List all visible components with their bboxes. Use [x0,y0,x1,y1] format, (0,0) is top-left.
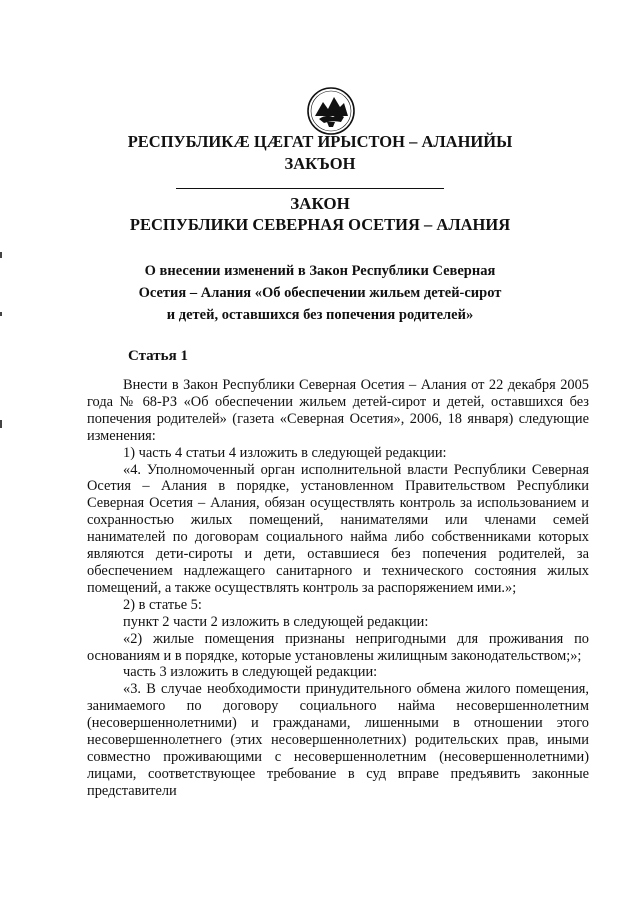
subject-line: и детей, оставшихся без попечения родителей» [166,307,474,323]
scan-margin-mark [0,312,2,316]
scan-margin-mark [0,420,2,428]
scan-margin-mark [0,252,2,258]
ossetian-law-label: ЗАКЪОН [284,154,356,173]
title-divider [176,188,444,189]
paragraph: пункт 2 части 2 изложить в следующей редакции: [123,613,429,630]
paragraph: Внести в Закон Республики Северная Осетия – Алания от 22 декабря 2005 года № 68-РЗ «Об обеспечении жильем детей-сирот и детей, оставшихся без попечения родителей» (газета «Северная Осетия», 2006, 18 января) следующие изменения: [87,377,589,444]
paragraph: 2) в статье 5: [123,596,202,613]
paragraph: 1) часть 4 статьи 4 изложить в следующей редакции: [123,444,447,461]
subject-line: Осетия – Алания «Об обеспечении жильем детей-сирот [138,285,502,301]
republic-title: РЕСПУБЛИКИ СЕВЕРНАЯ ОСЕТИЯ – АЛАНИЯ [129,215,511,234]
article-heading: Статья 1 [128,348,188,364]
law-subject [130,260,510,326]
paragraph: «4. Уполномоченный орган исполнительной власти Республики Северная Осетия – Алания в порядке, установленном Правительством Республики Северная Осетия – Алания, обязан осуществлять контроль за использованием и сохранностью жилых помещений, нанимателями или членами семей нанимателей по договорам социального найма либо собственниками которых являются дети-сироты и дети, оставшиеся без попечения родителей, за обеспечением надлежащего санитарного и технического состояния жилых помещений, а также осуществлять контроль за распоряжением ими.»; [87,461,589,596]
paragraph: часть 3 изложить в следующей редакции: [123,664,378,681]
paragraph: «3. В случае необходимости принудительного обмена жилого помещения, занимаемого по договору социального найма несовершеннолетним (несовершеннолетними) и гражданами, лишенными в отношении этого несовершеннолетнего (этих несовершеннолетних) родительских прав, иными совместно проживающими с несовершеннолетним (несовершеннолетними) лицами, соответствующее требование в суд вправе предъявить законные представители [87,681,589,799]
ossetian-republic-title: РЕСПУБЛИКÆ ЦÆГАТ ИРЫСТОН – АЛАНИЙЫ [127,132,513,151]
article-body [87,377,589,800]
coat-of-arms-icon [306,86,356,136]
law-label: ЗАКОН [290,194,350,213]
subject-line: О внесении изменений в Закон Республики Северная [144,263,496,279]
paragraph: «2) жилые помещения признаны непригодными для проживания по основаниям и в порядке, которые установлены жилищным законодательством;»; [87,630,589,664]
